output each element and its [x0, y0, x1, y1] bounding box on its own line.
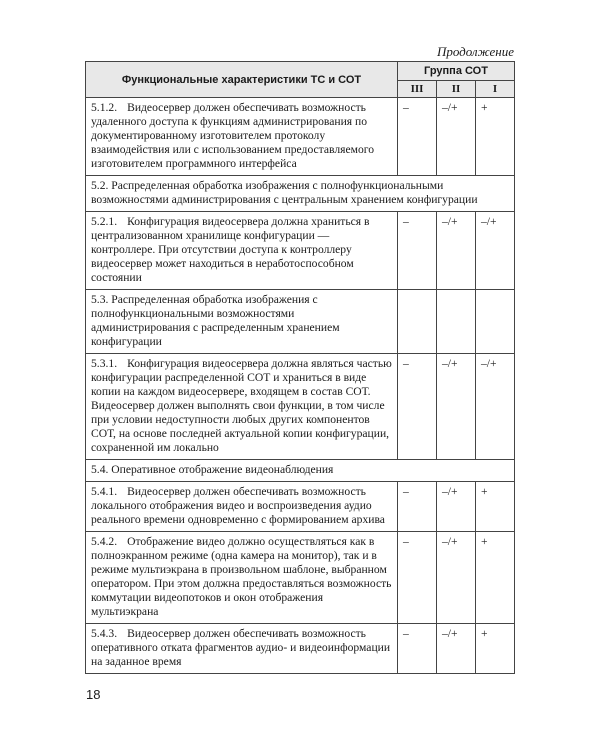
group-ii-value: –/+ — [437, 212, 476, 290]
requirement-number: 5.2.1. — [91, 215, 118, 228]
section-row — [86, 176, 515, 212]
group-header: Группа СОТ — [398, 62, 515, 81]
table-row — [86, 624, 515, 674]
requirement-description — [86, 98, 398, 176]
table-row — [86, 482, 515, 532]
group-i-value: –/+ — [476, 212, 515, 290]
level-header-ii: II — [437, 81, 476, 98]
group-iii-value: – — [398, 532, 437, 624]
requirement-text: Отображение видео должно осуществляться как в полноэкранном режиме (одна камера на монитор), так и в режиме мультиэкрана в произвольном шаблоне, выбранном оператором. При этом должна предоставляться возможность коммутации видеопотоков и окон отображения мультиэкрана — [91, 535, 392, 618]
group-iii-value: – — [398, 98, 437, 176]
group-i-value: + — [476, 624, 515, 674]
table-row — [86, 212, 515, 290]
group-i-value: –/+ — [476, 354, 515, 460]
group-i-value: + — [476, 98, 515, 176]
requirement-text: Видеосервер должен обеспечивать возможность локального отображения видео и воспроизведения аудио реального времени одновременно с формированием архива — [91, 485, 385, 526]
group-ii-value: –/+ — [437, 98, 476, 176]
requirement-number: 5.3.1. — [91, 357, 118, 370]
section-row — [86, 290, 515, 354]
requirement-text: Конфигурация видеосервера должна храниться в централизованном хранилище конфигурации — контроллере. При отсутствии доступа к контроллеру видеосервер может находиться в неработоспособном состоянии — [91, 215, 370, 284]
empty-cell — [476, 290, 515, 354]
requirement-description — [86, 482, 398, 532]
group-i-value: + — [476, 482, 515, 532]
group-ii-value: –/+ — [437, 354, 476, 460]
group-iii-value: – — [398, 354, 437, 460]
empty-cell — [437, 290, 476, 354]
section-title: 5.3. Распределенная обработка изображения с полнофункциональными возможностями администрирования с распределенным хранением конфигурации — [86, 290, 398, 354]
requirement-description — [86, 212, 398, 290]
empty-cell — [398, 290, 437, 354]
requirement-text: Конфигурация видеосервера должна являться частью конфигурации распределенной СОТ и храниться в виде копии на каждом видеосервере, входящем в состав СОТ. Видеосервер должен выполнять свои функции, в том числе при условии недоступности любых других компонентов СОТ, на основе последней актуальной копии конфигурации, сохраненной им локально — [91, 357, 392, 454]
requirement-text: Видеосервер должен обеспечивать возможность оперативного отката фрагментов аудио- и видеоинформации на заданное время — [91, 627, 391, 668]
requirement-number: 5.4.2. — [91, 535, 118, 548]
requirements-table — [85, 61, 515, 674]
group-iii-value: – — [398, 624, 437, 674]
continuation-label: Продолжение — [436, 44, 514, 59]
section-title: 5.4. Оперативное отображение видеонаблюдения — [86, 460, 515, 482]
group-ii-value: –/+ — [437, 482, 476, 532]
requirement-text: Видеосервер должен обеспечивать возможность удаленного доступа к функциям администрирования по документированному изготовителем протоколу взаимодействия или с использованием предоставляемого изготовителем программного интерфейса — [91, 101, 375, 170]
group-iii-value: – — [398, 482, 437, 532]
group-ii-value: –/+ — [437, 532, 476, 624]
level-header-i: I — [476, 81, 515, 98]
group-iii-value: – — [398, 212, 437, 290]
page-number: 18 — [86, 687, 101, 702]
section-title: 5.2. Распределенная обработка изображения с полнофункциональными возможностями администрирования с центральным хранением конфигурации — [86, 176, 515, 212]
requirement-number: 5.1.2. — [91, 101, 118, 114]
section-row — [86, 460, 515, 482]
table-row — [86, 532, 515, 624]
characteristics-header: Функциональные характеристики ТС и СОТ — [86, 62, 398, 98]
requirement-description — [86, 532, 398, 624]
table-row — [86, 354, 515, 460]
requirement-number: 5.4.1. — [91, 485, 118, 498]
requirement-number: 5.4.3. — [91, 627, 118, 640]
requirement-description — [86, 624, 398, 674]
requirement-description — [86, 354, 398, 460]
table-row — [86, 98, 515, 176]
group-i-value: + — [476, 532, 515, 624]
level-header-iii: III — [398, 81, 437, 98]
group-ii-value: –/+ — [437, 624, 476, 674]
